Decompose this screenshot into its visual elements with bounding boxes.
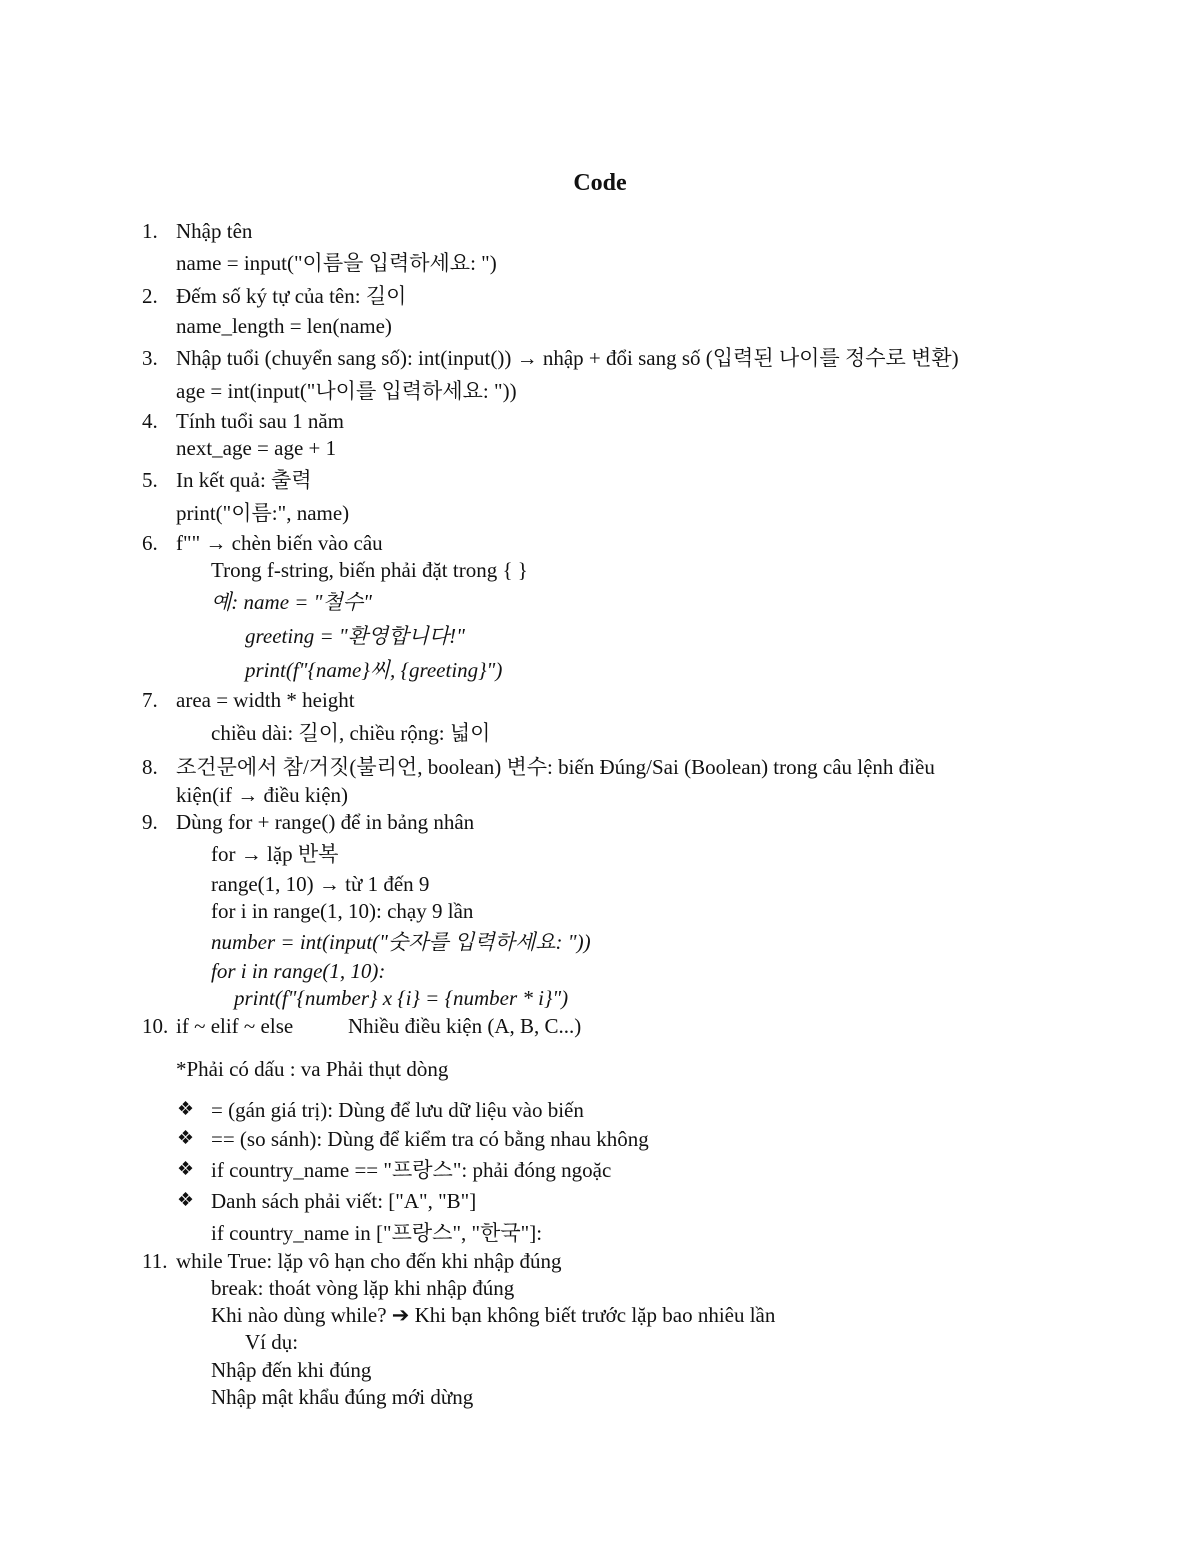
item-5-line-2: print("이름:", name) <box>176 501 350 525</box>
item-8-line-2: kiện(if → điều kiện) <box>176 783 349 807</box>
item-6-example-2: greeting = "환영합니다!" <box>245 624 465 648</box>
bullet-icon: ❖ <box>177 1099 195 1120</box>
page-title: Code <box>573 170 627 196</box>
item-1-line-2: name = input("이름을 입력하세요: ") <box>176 251 497 275</box>
item-9-line-2: for → lặp 반복 <box>211 842 339 866</box>
item-6-line-2: Trong f-string, biến phải đặt trong { } <box>211 558 528 582</box>
item-5-line-1: In kết quả: 출력 <box>176 468 312 492</box>
item-number: 3. <box>142 346 158 370</box>
item-3-line-1: Nhập tuổi (chuyển sang số): int(input()) → nhập + đổi sang số (입력된 나이를 정수로 변환) <box>176 346 959 370</box>
bullet-line: = (gán giá trị): Dùng để lưu dữ liệu vào biến <box>211 1098 584 1122</box>
bullet-icon: ❖ <box>177 1128 195 1149</box>
item-6-line-1: f"" → chèn biến vào câu <box>176 531 383 555</box>
item-2-line-2: name_length = len(name) <box>176 314 392 338</box>
item-3-line-2: age = int(input("나이를 입력하세요: ")) <box>176 379 517 403</box>
bullet-icon: ❖ <box>177 1190 195 1211</box>
item-1-line-1: Nhập tên <box>176 219 253 243</box>
item-number: 8. <box>142 755 158 779</box>
item-9-line-4: for i in range(1, 10): chạy 9 lần <box>211 899 474 923</box>
item-11-line-2: break: thoát vòng lặp khi nhập đúng <box>211 1276 515 1300</box>
item-9-code-1: number = int(input("숫자를 입력하세요: ")) <box>211 930 591 954</box>
item-number: 6. <box>142 531 158 555</box>
item-number: 5. <box>142 468 158 492</box>
item-9-code-2: for i in range(1, 10): <box>211 959 386 983</box>
item-10-description: Nhiều điều kiện (A, B, C...) <box>348 1014 582 1038</box>
item-11-line-1: while True: lặp vô hạn cho đến khi nhập đúng <box>176 1249 562 1273</box>
item-4-line-1: Tính tuổi sau 1 năm <box>176 409 344 433</box>
item-9-code-3: print(f"{number} x {i} = {number * i}") <box>234 986 569 1010</box>
bullet-line: Danh sách phải viết: ["A", "B"] <box>211 1189 477 1213</box>
item-7-line-2: chiều dài: 길이, chiều rộng: 넓이 <box>211 721 491 745</box>
bullet-line: if country_name in ["프랑스", "한국"]: <box>211 1221 543 1245</box>
bullet-line: if country_name == "프랑스": phải đóng ngoặc <box>211 1158 612 1182</box>
item-number: 1. <box>142 219 158 243</box>
item-7-line-1: area = width * height <box>176 688 355 712</box>
item-number: 4. <box>142 409 158 433</box>
bullet-icon: ❖ <box>177 1159 195 1180</box>
item-2-line-1: Đếm số ký tự của tên: 길이 <box>176 284 407 308</box>
item-number: 10. <box>142 1014 169 1038</box>
item-6-example-3: print(f"{name}씨, {greeting}") <box>245 658 503 682</box>
item-4-line-2: next_age = age + 1 <box>176 436 337 460</box>
bullet-line: == (so sánh): Dùng để kiểm tra có bằng nhau không <box>211 1127 649 1151</box>
item-10-line-1: if ~ elif ~ else <box>176 1014 294 1038</box>
item-8-line-1: 조건문에서 참/거짓(불리언, boolean) 변수: biến Đúng/Sai (Boolean) trong câu lệnh điều <box>176 755 935 779</box>
item-9-line-1: Dùng for + range() để in bảng nhân <box>176 810 475 834</box>
item-11-line-6: Nhập mật khẩu đúng mới dừng <box>211 1385 474 1409</box>
item-11-line-3: Khi nào dùng while? ➔ Khi bạn không biết trước lặp bao nhiêu lần <box>211 1303 776 1327</box>
item-10-note: *Phải có dấu : va Phải thụt dòng <box>176 1057 449 1081</box>
item-number: 11. <box>142 1249 168 1273</box>
item-6-example-1: 예: name = "철수" <box>211 590 372 614</box>
item-number: 2. <box>142 284 158 308</box>
item-number: 9. <box>142 810 158 834</box>
item-11-line-5: Nhập đến khi đúng <box>211 1358 372 1382</box>
item-number: 7. <box>142 688 158 712</box>
item-9-line-3: range(1, 10) → từ 1 đến 9 <box>211 872 430 896</box>
item-11-line-4: Ví dụ: <box>245 1330 299 1354</box>
